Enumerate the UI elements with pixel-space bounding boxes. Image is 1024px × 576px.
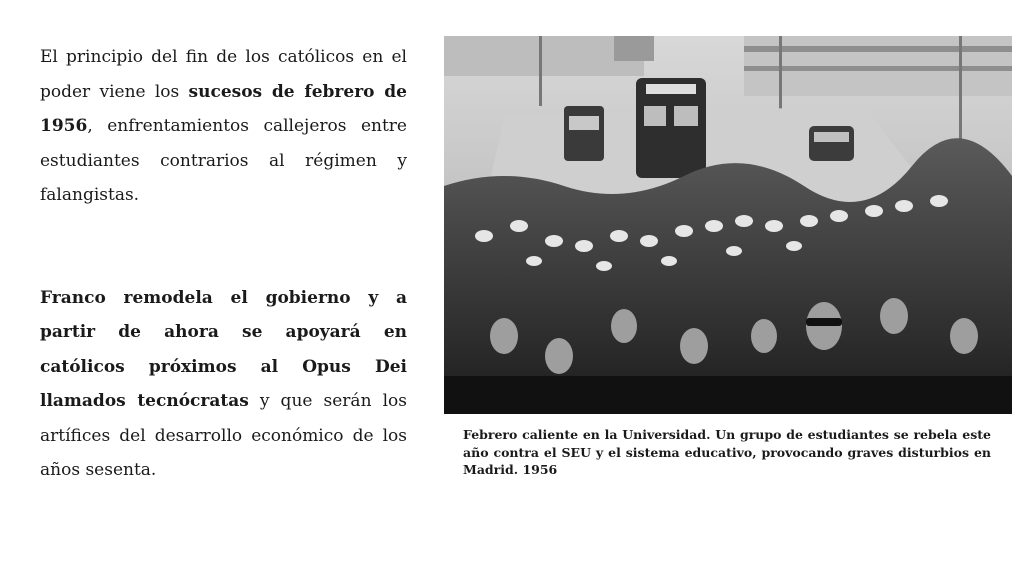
paragraph-tecnocratas (40, 281, 407, 488)
paragraph2-text-end: y que serán los artífices del desarrollo económico de los años sesenta. (40, 391, 407, 480)
paragraph1-text-start: El principio del fin de los católicos en el poder viene los (40, 47, 407, 102)
paragraph2-highlight: Franco remodela el gobierno y a partir de ahora se apoyará en católicos próximos al Opus Dei llamados tecnócratas (40, 287, 407, 411)
paragraph1-highlight: sucesos de febrero de 1956 (40, 81, 408, 136)
paragraph-sucesos-1956 (40, 40, 407, 213)
historical-photo (444, 36, 1012, 414)
crowd-photo-graphic (444, 36, 1012, 414)
photo-caption: Febrero caliente en la Universidad. Un grupo de estudiantes se rebela este año contra el SEU y el sistema educativo, provocando graves disturbios en Madrid. 1956 (463, 427, 991, 477)
text-column (40, 40, 407, 488)
paragraph1-text-end: , enfrentamientos callejeros entre estudiantes contrarios al régimen y falangistas. (40, 116, 407, 205)
